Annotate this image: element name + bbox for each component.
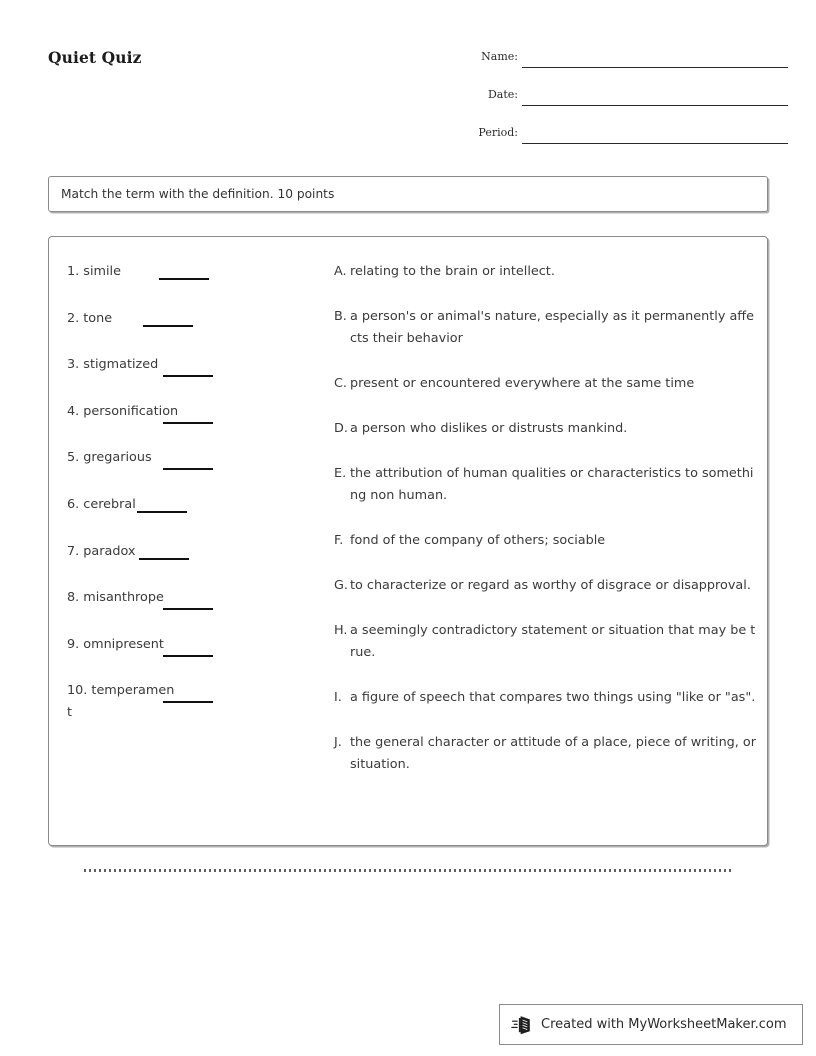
term-number: 4. [67, 403, 84, 419]
footer-badge[interactable] [499, 1004, 803, 1045]
terms-column [67, 261, 317, 727]
term-word: stigmatized [83, 357, 159, 373]
term-item [67, 541, 317, 588]
term-item [67, 494, 317, 541]
term-item [67, 261, 317, 308]
definition-item [334, 732, 758, 776]
definition-item [334, 418, 758, 440]
term-answer-blank[interactable] [163, 608, 213, 610]
worksheet-maker-logo-icon [511, 1014, 533, 1036]
definition-item [334, 687, 758, 709]
name-field-label: Name: [481, 50, 518, 63]
term-word: misanthrope [83, 590, 164, 606]
definition-text: a figure of speech that compares two things using "like or "as". [350, 690, 756, 705]
term-item [67, 634, 317, 681]
term-answer-blank[interactable] [163, 655, 213, 657]
term-answer-blank[interactable] [137, 511, 187, 513]
term-word: simile [83, 264, 121, 279]
term-word: paradox [83, 543, 136, 559]
term-number: 8. [67, 590, 84, 606]
term-label [67, 634, 179, 656]
definition-letter: J. [334, 735, 342, 750]
term-answer-blank[interactable] [163, 468, 213, 470]
definition-item [334, 463, 758, 507]
definition-letter: A. [334, 264, 347, 279]
period-field-row [450, 122, 770, 160]
definition-item [334, 306, 758, 350]
definition-letter: B. [334, 309, 347, 324]
date-field-input[interactable] [522, 105, 788, 106]
period-field-label: Period: [478, 126, 518, 139]
term-answer-blank[interactable] [159, 278, 209, 280]
definition-text: present or encountered everywhere at the same time [350, 376, 695, 391]
definition-letter: H. [334, 623, 348, 638]
term-item [67, 680, 317, 727]
term-word: personification [83, 403, 179, 419]
dotted-separator [84, 869, 732, 872]
footer-text: Created with MyWorksheetMaker.com [541, 1017, 787, 1032]
period-field-input[interactable] [522, 143, 788, 144]
definition-letter: I. [334, 690, 342, 705]
definition-text: relating to the brain or intellect. [350, 264, 555, 279]
term-number: 10. [67, 683, 92, 699]
definition-item [334, 373, 758, 395]
definition-text: the general character or attitude of a place, piece of writing, or situation. [350, 735, 757, 772]
term-answer-blank[interactable] [163, 422, 213, 424]
definition-letter: F. [334, 533, 344, 548]
definition-text: a person's or animal's nature, especially as it permanently affects their behavior [350, 309, 754, 346]
definition-item [334, 261, 758, 283]
term-answer-blank[interactable] [163, 701, 213, 703]
term-label [67, 354, 179, 376]
worksheet-header [0, 0, 816, 160]
definition-item [334, 530, 758, 552]
term-item [67, 447, 317, 494]
term-number: 6. [67, 496, 84, 512]
definition-letter: E. [334, 466, 347, 481]
term-answer-blank[interactable] [139, 558, 189, 560]
term-word: temperament [67, 683, 175, 721]
instruction-box [48, 176, 768, 212]
definition-letter: C. [334, 376, 348, 391]
term-answer-blank[interactable] [143, 325, 193, 327]
term-label [67, 587, 179, 609]
term-number: 3. [67, 357, 84, 373]
definitions-column [334, 261, 758, 799]
matching-exercise-panel [48, 236, 768, 846]
term-word: gregarious [83, 450, 152, 466]
name-field-row [450, 46, 770, 84]
term-word: cerebral [83, 496, 136, 512]
definition-item [334, 575, 758, 597]
term-number: 5. [67, 450, 84, 466]
term-label [67, 401, 179, 423]
definition-text: a person who dislikes or distrusts mankind. [350, 421, 628, 436]
page-title: Quiet Quiz [48, 48, 142, 67]
term-item [67, 587, 317, 634]
date-field-row [450, 84, 770, 122]
term-answer-blank[interactable] [163, 375, 213, 377]
date-field-label: Date: [487, 88, 518, 101]
definition-text: a seemingly contradictory statement or situation that may be true. [350, 623, 756, 660]
definition-text: the attribution of human qualities or characteristics to something non human. [350, 466, 754, 503]
definition-text: to characterize or regard as worthy of disgrace or disapproval. [350, 578, 751, 593]
student-info-fields [450, 46, 770, 160]
definition-letter: D. [334, 421, 348, 436]
term-number: 7. [67, 543, 84, 559]
name-field-input[interactable] [522, 67, 788, 68]
term-item [67, 308, 317, 355]
instruction-text: Match the term with the definition. 10 points [61, 187, 335, 201]
term-item [67, 354, 317, 401]
definition-letter: G. [334, 578, 348, 593]
definition-text: fond of the company of others; sociable [350, 533, 606, 548]
term-label [67, 447, 179, 469]
definition-item [334, 620, 758, 664]
term-word: omnipresent [83, 636, 164, 652]
term-number: 9. [67, 636, 84, 652]
term-number: 2. [67, 310, 84, 326]
term-word: tone [83, 310, 113, 326]
term-number: 1. [67, 264, 84, 279]
term-item [67, 401, 317, 448]
